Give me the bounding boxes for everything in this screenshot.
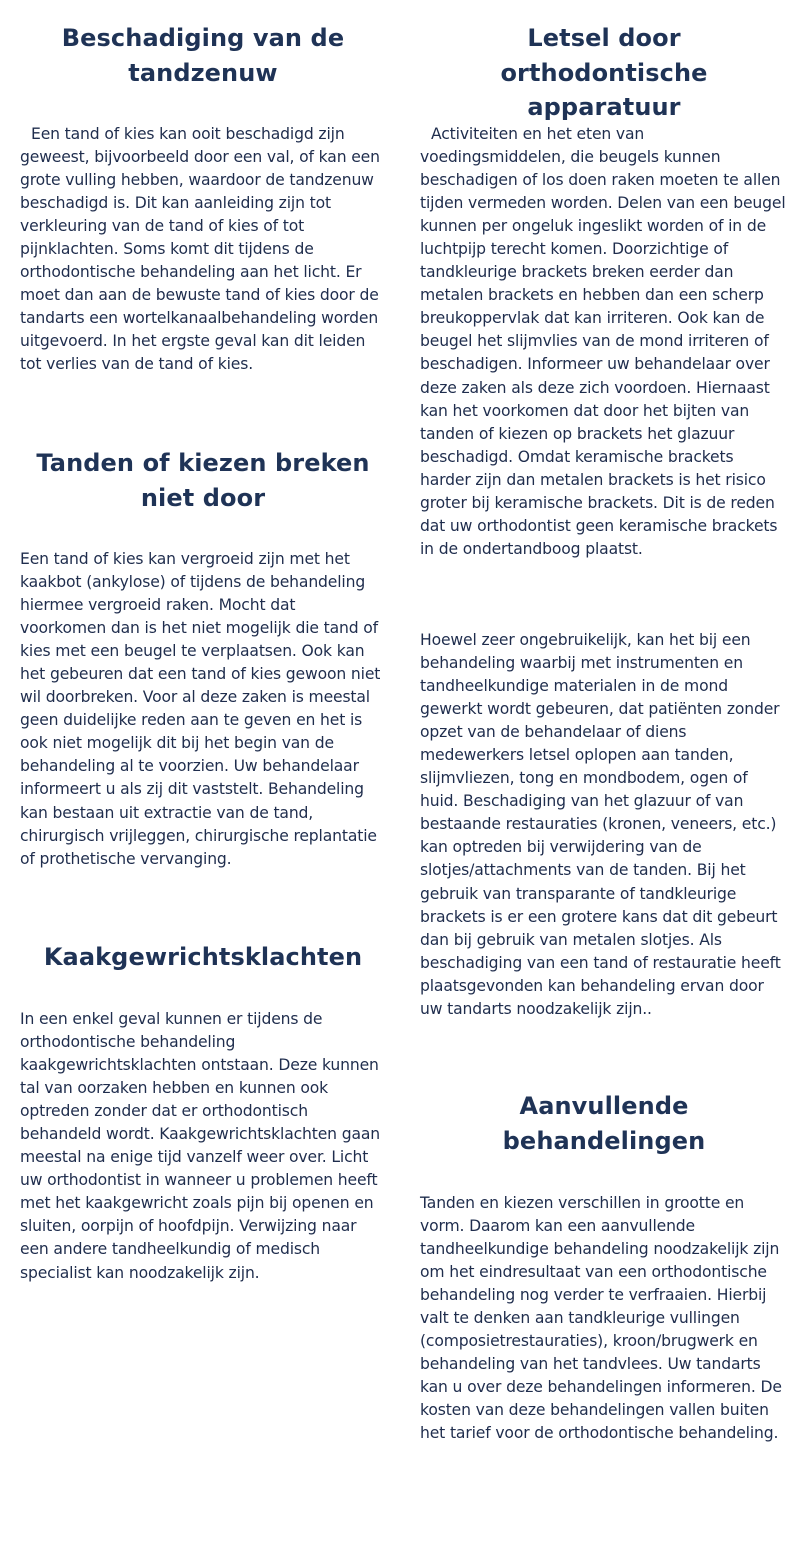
heading-line: Letsel door orthodontische [500,24,708,87]
heading-line: apparatuur [527,93,681,121]
paragraph-aanvullend: Tanden en kiezen verschillen in grootte en vorm. Daarom kan een aanvullende tandheelkundige behandeling noodzakelijk zijn om het eindresultaat van een orthodontische behandeling nog verder te verfraaien. Hierbij valt te denken aan tandkleurige vullingen (composietrestauraties), kroon/brugwerk en behandeling van het tandvlees. Uw tandarts kan u over deze behandelingen informeren. De kosten van deze behandelingen vallen buiten het tarief voor de orthodontische behandeling. [420,1194,782,1443]
section-letsel [420,21,788,125]
heading-kaakgewricht: Kaakgewrichtsklachten [43,943,363,971]
section-tandzenuw [20,21,386,90]
paragraph-niet-doorbreken: Een tand of kies kan vergroeid zijn met het kaakbot (ankylose) of tijdens de behandeling hiermee vergroeid raken. Mocht dat voorkomen dan is het niet mogelijk die tand of kies met een beugel te verplaatsen. Ook kan het gebeuren dat een tand of kies gewoon niet wil doorbreken. Voor al deze zaken is meestal geen duidelijke reden aan te geven en het is ook niet mogelijk dit bij het begin van de behandeling al te voorzien. Uw behandelaar informeert u als zij dit vaststelt. Behandeling kan bestaan uit extractie van de tand, chirurgisch vrijleggen, chirurgische replantatie of prothetische vervanging. [20,550,381,868]
section-kaakgewricht [20,940,386,975]
heading-aanvullend [420,1089,788,1158]
paragraph-letsel-2: Hoewel zeer ongebruikelijk, kan het bij een behandeling waarbij met instrumenten en tandheelkundige materialen in de mond gewerkt wordt gebeuren, dat patiënten zonder opzet van de behandelaar of diens medewerkers letsel oplopen aan tanden, slijmvliezen, tong en mondbodem, ogen of huid. Beschadiging van het glazuur of van bestaande restauraties (kronen, veneers, etc.) kan optreden bij verwijdering van de slotjes/attachments van de tanden. Bij het gebruik van transparante of tandkleurige brackets is er een grotere kans dat dit gebeurt dan bij gebruik van metalen slotjes. Als beschadiging van een tand of restauratie heeft plaatsgevonden kan behandeling ervan door uw tandarts noodzakelijk zijn.. [420,631,781,1018]
heading-tandzenuw [20,21,386,90]
heading-niet-doorbreken [20,446,386,515]
paragraph-kaakgewricht: In een enkel geval kunnen er tijdens de orthodontische behandeling kaakgewrichtsklachten ontstaan. Deze kunnen tal van oorzaken hebben en kunnen ook optreden zonder dat er orthodontisch behandeld wordt. Kaakgewrichtsklachten gaan meestal na enige tijd vanzelf weer over. Licht uw orthodontist in wanneer u problemen heeft met het kaakgewricht zoals pijn bij openen en sluiten, oorpijn of hoofdpijn. Verwijzing naar een andere tandheelkundig of medisch specialist kan noodzakelijk zijn. [20,1010,380,1282]
paragraph-tandzenuw: Een tand of kies kan ooit beschadigd zijn geweest, bijvoorbeeld door een val, of kan een grote vulling hebben, waardoor de tandzenuw beschadigd is. Dit kan aanleiding zijn tot verkleuring van de tand of kies of tot pijnklachten. Soms komt dit tijdens de orthodontische behandeling aan het licht. Er moet dan aan de bewuste tand of kies door de tandarts een wortelkanaalbehandeling worden uitgevoerd. In het ergste geval kan dit leiden tot verlies van de tand of kies. [20,125,380,374]
heading-line: Aanvullende [519,1092,689,1120]
heading-line: niet door [140,483,266,512]
paragraph-letsel-1: Activiteiten en het eten van voedingsmiddelen, die beugels kunnen beschadigen of los doen raken moeten te allen tijden vermeden worden. Delen van een beugel kunnen per ongeluk ingeslikt worden of in de luchtpijp terecht komen. Doorzichtige of tandkleurige brackets breken eerder dan metalen brackets en hebben dan een scherp breukoppervlak dat kan irriteren. Ook kan de beugel het slijmvlies van de mond irriteren of beschadigen. Informeer uw behandelaar over deze zaken als deze zich voordoen. Hiernaast kan het voorkomen dat door het bijten van tanden of kiezen op brackets het glazuur beschadigd. Omdat keramische brackets harder zijn dan metalen brackets is het risico groter bij keramische brackets. Dit is de reden dat uw orthodontist geen keramische brackets in de ondertandboog plaatst. [420,125,786,558]
section-aanvullend [420,1089,788,1158]
section-niet-doorbreken [20,446,386,515]
heading-line: behandelingen [502,1126,706,1155]
heading-line: Beschadiging van de [61,24,345,52]
heading-letsel [420,21,788,125]
heading-line: Tanden of kiezen breken [36,449,370,477]
heading-line: tandzenuw [128,58,278,87]
